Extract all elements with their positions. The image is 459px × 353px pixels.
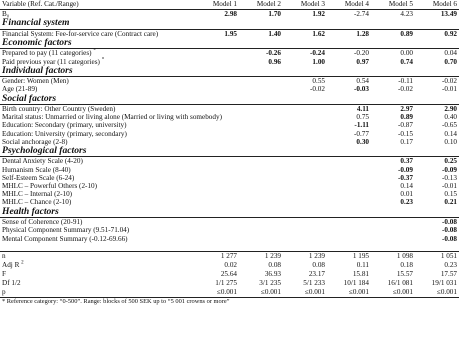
row-label-text: Marital status: Unmarried or living alone (Married or living with somebody) <box>2 113 222 122</box>
cell-model-2 <box>239 182 283 190</box>
cell-model-1 <box>195 138 239 146</box>
cell-model-2 <box>239 113 283 121</box>
cell-model-3 <box>283 235 327 243</box>
table-row <box>0 105 459 114</box>
table-footnote: * Reference category: “0-500”. Range: blocks of 500 SEK up to “5 001 crowns or more” <box>2 297 230 305</box>
row-label-text: MHLC – Powerful Others (2-10) <box>2 182 98 191</box>
table-row <box>0 121 459 129</box>
stats-row <box>0 288 459 298</box>
row-label <box>0 113 222 122</box>
cell-model-3: 1 239 <box>308 251 325 260</box>
table-row <box>0 166 459 174</box>
cell-model-4 <box>327 174 371 182</box>
section-heading-row <box>0 94 459 105</box>
cell-model-1 <box>195 198 239 206</box>
row-label-text: Adj R <box>2 260 20 269</box>
row-label-text: Paid previous year (11 categories) <box>2 57 100 66</box>
cell-model-3: 0.55 <box>312 77 325 86</box>
section-heading-row <box>0 18 459 29</box>
cell-model-5: 4.23 <box>400 10 413 19</box>
row-label <box>0 174 195 182</box>
table-row <box>0 174 459 182</box>
cell-model-2 <box>239 121 283 129</box>
table-row <box>0 226 459 234</box>
cell-model-6: -0.01 <box>442 85 457 94</box>
row-label <box>0 251 195 261</box>
cell-model-4: 1.28 <box>356 29 369 38</box>
cell-model-3: 0.08 <box>312 260 325 269</box>
cell-model-1 <box>195 218 239 227</box>
cell-model-6: 0.40 <box>444 113 457 122</box>
cell-model-6: 17.57 <box>440 269 457 278</box>
section-heading: Psychological factors <box>0 146 459 157</box>
row-label-text: Education: University (primary, secondary) <box>2 129 127 138</box>
cell-model-6: -0.65 <box>442 121 457 130</box>
cell-model-4 <box>327 190 371 198</box>
cell-model-5: 0.14 <box>400 182 413 191</box>
section-heading: Social factors <box>0 94 459 105</box>
row-label-text: n <box>2 251 6 260</box>
cell-model-4: -0.03 <box>354 85 369 94</box>
cell-model-6: 2.90 <box>444 105 457 114</box>
cell-model-2: -0.26 <box>266 49 281 58</box>
cell-model-3 <box>283 113 327 121</box>
row-label <box>0 166 195 174</box>
cell-model-4: 0.75 <box>356 113 369 122</box>
row-label-text: Education: Secondary (primary, university) <box>2 121 127 130</box>
cell-model-1 <box>195 85 239 93</box>
cell-model-5: 15.57 <box>396 269 413 278</box>
cell-model-6: 0.10 <box>444 137 457 146</box>
row-label-text: Self-Esteem Scale (6-24) <box>2 173 75 182</box>
row-label-text: Sense of Coherence (20-91) <box>2 218 83 227</box>
cell-model-5 <box>371 218 415 227</box>
stats-row <box>0 251 459 261</box>
cell-model-1 <box>195 49 239 58</box>
cell-model-1 <box>195 174 239 182</box>
cell-model-3 <box>283 226 327 234</box>
row-label <box>0 270 195 279</box>
cell-model-3 <box>283 121 327 129</box>
row-label-text: Social anchorage (2-8) <box>2 137 68 146</box>
cell-model-3 <box>283 138 327 146</box>
cell-model-3: 23.17 <box>308 269 325 278</box>
cell-model-3 <box>283 157 327 166</box>
stats-row <box>0 270 459 279</box>
cell-model-3 <box>283 174 327 182</box>
model-6-header: Model 6 <box>415 0 459 10</box>
cell-model-5: 0.74 <box>400 57 413 66</box>
cell-model-5: 0.17 <box>400 137 413 146</box>
row-label-text: Birth country: Other Country (Sweden) <box>2 105 116 114</box>
row-label <box>0 279 195 288</box>
cell-model-4: 0.11 <box>356 260 369 269</box>
section-heading: Economic factors <box>0 38 459 49</box>
cell-model-2 <box>239 157 283 166</box>
cell-model-2: 3/1 235 <box>259 278 281 287</box>
cell-model-2 <box>239 226 283 234</box>
cell-model-2 <box>239 166 283 174</box>
row-label-text: Gender: Women (Men) <box>2 77 69 86</box>
cell-model-6: ≤0.001 <box>415 288 459 298</box>
row-label-text: Df 1/2 <box>2 278 21 287</box>
superscript-marker: * <box>101 57 105 63</box>
cell-model-6: -0.08 <box>442 226 457 235</box>
section-heading: Financial system <box>0 18 459 29</box>
cell-model-3 <box>283 130 327 138</box>
row-label-text: Physical Component Summary (9.51-71.04) <box>2 226 130 235</box>
row-label-text: p <box>2 287 6 296</box>
row-label <box>0 218 195 227</box>
cell-model-5: 0.18 <box>400 260 413 269</box>
row-label <box>0 226 195 234</box>
cell-model-6: 0.14 <box>444 129 457 138</box>
cell-model-2: ≤0.001 <box>239 288 283 298</box>
row-label-text: F <box>2 269 6 278</box>
stats-row <box>0 279 459 288</box>
cell-model-5 <box>371 226 415 234</box>
cell-model-5: 2.97 <box>400 105 413 114</box>
row-label <box>0 182 195 190</box>
cell-model-6: 0.23 <box>444 260 457 269</box>
row-label <box>0 77 195 86</box>
cell-model-4 <box>327 198 371 206</box>
cell-model-3: 1.00 <box>312 57 325 66</box>
cell-model-5: -0.15 <box>398 129 413 138</box>
row-label-text: MHLC – Chance (2-10) <box>2 198 72 207</box>
table-row <box>0 182 459 190</box>
cell-model-1 <box>195 121 239 129</box>
model-2-header: Model 2 <box>239 0 283 10</box>
cell-model-3: -0.24 <box>310 49 325 58</box>
cell-model-6: 1 051 <box>440 251 457 260</box>
cell-model-2: 0.96 <box>268 57 281 66</box>
cell-model-4: 15.81 <box>352 269 369 278</box>
cell-model-2: 0.08 <box>268 260 281 269</box>
cell-model-4 <box>327 235 371 243</box>
cell-model-1 <box>195 226 239 234</box>
cell-model-4: 4.11 <box>356 105 369 114</box>
row-label <box>0 105 195 114</box>
cell-model-5: 0.89 <box>400 113 413 122</box>
cell-model-1 <box>195 157 239 166</box>
cell-model-5: 0.01 <box>400 190 413 199</box>
cell-model-3 <box>283 190 327 198</box>
cell-model-1 <box>195 182 239 190</box>
cell-model-6: -0.08 <box>442 218 457 227</box>
row-label-text: Financial System: Fee-for-service care (Contract care) <box>2 29 159 38</box>
cell-model-4 <box>327 157 371 166</box>
cell-model-3 <box>283 105 327 114</box>
cell-model-6: 0.21 <box>444 198 457 207</box>
cell-model-4 <box>327 218 371 227</box>
section-heading-row <box>0 207 459 218</box>
cell-model-2: 1.40 <box>268 29 281 38</box>
cell-model-2 <box>239 218 283 227</box>
cell-model-2: 36.93 <box>264 269 281 278</box>
cell-model-5: 0.37 <box>400 157 413 166</box>
model-4-header: Model 4 <box>327 0 371 10</box>
cell-model-4 <box>327 226 371 234</box>
stats-row <box>0 261 459 270</box>
cell-model-4 <box>327 166 371 174</box>
cell-model-5: -0.02 <box>398 85 413 94</box>
superscript-marker: * <box>93 49 96 55</box>
table-row <box>0 49 459 58</box>
table-row <box>0 190 459 198</box>
cell-model-3: -0.02 <box>310 85 325 94</box>
superscript-marker: 2 <box>21 260 24 266</box>
cell-model-3: 1.92 <box>312 10 325 19</box>
cell-model-1 <box>195 235 239 243</box>
cell-model-1: 1.95 <box>224 29 237 38</box>
cell-model-2 <box>239 130 283 138</box>
table-row <box>0 218 459 227</box>
cell-model-1: 0.02 <box>224 260 237 269</box>
cell-model-1 <box>195 166 239 174</box>
cell-model-3: ≤0.001 <box>283 288 327 298</box>
table-row <box>0 198 459 206</box>
cell-model-5: 16/1 081 <box>387 278 413 287</box>
section-heading-row <box>0 146 459 157</box>
cell-model-2 <box>239 174 283 182</box>
table-row <box>0 85 459 93</box>
cell-model-2 <box>239 77 283 86</box>
cell-model-1 <box>195 58 239 66</box>
cell-model-3: 5/1 233 <box>303 278 325 287</box>
cell-model-2: 1.70 <box>268 10 281 19</box>
model-5-header: Model 5 <box>371 0 415 10</box>
cell-model-2 <box>239 190 283 198</box>
table-row <box>0 77 459 86</box>
row-label-text: Dental Anxiety Scale (4-20) <box>2 157 83 166</box>
cell-model-6: 0.15 <box>444 190 457 199</box>
cell-model-2 <box>239 85 283 93</box>
cell-model-6: 0.92 <box>444 29 457 38</box>
cell-model-5: -0.11 <box>398 77 413 86</box>
table-row <box>0 113 459 121</box>
cell-model-1 <box>195 105 239 114</box>
section-heading-row <box>0 38 459 49</box>
cell-model-5: -0.09 <box>398 165 413 174</box>
cell-model-6: 0.70 <box>444 57 457 66</box>
cell-model-5 <box>371 235 415 243</box>
row-label-text: Prepared to pay (11 categories) <box>2 49 92 58</box>
model-3-header: Model 3 <box>283 0 327 10</box>
cell-model-1 <box>195 130 239 138</box>
cell-model-3 <box>283 218 327 227</box>
section-heading-row <box>0 66 459 77</box>
cell-model-4: -1.11 <box>354 121 369 130</box>
cell-model-4: ≤0.001 <box>327 288 371 298</box>
cell-model-4: 0.30 <box>356 137 369 146</box>
cell-model-6: -0.13 <box>442 173 457 182</box>
cell-model-4: -0.20 <box>354 49 369 58</box>
cell-model-6: -0.01 <box>442 182 457 191</box>
cell-model-6: 0.25 <box>444 157 457 166</box>
cell-model-6: -0.08 <box>442 234 457 243</box>
model-1-header: Model 1 <box>195 0 239 10</box>
cell-model-4: 10/1 184 <box>343 278 369 287</box>
row-label <box>0 49 195 58</box>
cell-model-6: 0.04 <box>444 49 457 58</box>
cell-model-5: -0.87 <box>398 121 413 130</box>
section-heading: Health factors <box>0 207 459 218</box>
row-label <box>0 130 195 138</box>
table-row <box>0 157 459 166</box>
variable-column-header: Variable (Ref. Cat./Range) <box>0 0 195 10</box>
cell-model-2 <box>239 235 283 243</box>
table-row <box>0 130 459 138</box>
row-label <box>0 235 195 243</box>
cell-model-1: 1 277 <box>220 251 237 260</box>
cell-model-1: 2.98 <box>224 10 237 19</box>
cell-model-3 <box>283 166 327 174</box>
row-label-text: Mental Component Summary (-0.12-69.66) <box>2 234 128 243</box>
cell-model-1 <box>195 190 239 198</box>
cell-model-1: 1/1 275 <box>215 278 237 287</box>
row-label-text: Humanism Scale (8-40) <box>2 165 71 174</box>
cell-model-1: 25.64 <box>220 269 237 278</box>
table-body <box>0 10 459 298</box>
cell-model-4: 0.97 <box>356 57 369 66</box>
row-label <box>0 288 195 298</box>
cell-model-5: ≤0.001 <box>371 288 415 298</box>
cell-model-6: -0.02 <box>442 77 457 86</box>
row-label-text: Age (21-89) <box>2 85 38 94</box>
section-heading: Individual factors <box>0 66 459 77</box>
cell-model-3 <box>283 182 327 190</box>
cell-model-6: 19/1 031 <box>431 278 457 287</box>
cell-model-6: 13.49 <box>440 10 457 19</box>
cell-model-5: 0.23 <box>400 198 413 207</box>
intercept-label: B₀ <box>2 10 10 19</box>
table-header-row <box>0 0 459 10</box>
cell-model-3 <box>283 198 327 206</box>
cell-model-2: 1 239 <box>264 251 281 260</box>
cell-model-3: 1.62 <box>312 29 325 38</box>
row-label <box>0 190 195 198</box>
cell-model-2 <box>239 105 283 114</box>
cell-model-1 <box>195 77 239 86</box>
table-row <box>0 235 459 243</box>
cell-model-2 <box>239 198 283 206</box>
cell-model-4: -0.77 <box>354 129 369 138</box>
cell-model-2 <box>239 138 283 146</box>
cell-model-6: -0.09 <box>442 165 457 174</box>
cell-model-5: -0.37 <box>398 173 413 182</box>
row-label <box>0 157 195 166</box>
cell-model-5: 0.00 <box>400 49 413 58</box>
row-label-text: MHLC – Internal (2-10) <box>2 190 73 199</box>
cell-model-5: 0.89 <box>400 29 413 38</box>
row-label <box>0 121 195 129</box>
cell-model-4: 1 195 <box>352 251 369 260</box>
cell-model-5: 1 098 <box>396 251 413 260</box>
cell-model-4: -2.74 <box>354 10 369 19</box>
row-label <box>0 261 195 270</box>
cell-model-4: 0.54 <box>356 77 369 86</box>
spacer-row <box>0 243 459 252</box>
cell-model-1: ≤0.001 <box>195 288 239 298</box>
spacer-cell <box>0 243 459 252</box>
cell-model-4 <box>327 182 371 190</box>
